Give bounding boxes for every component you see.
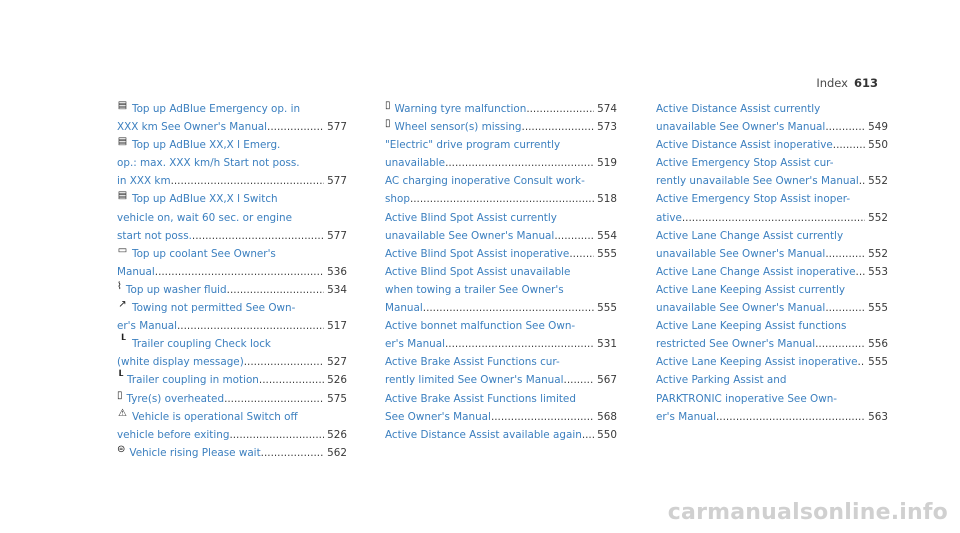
index-entry-text[interactable]: PARKTRONIC inoperative See Own-	[656, 392, 838, 405]
index-entry-text[interactable]: Trailer coupling Check lock	[132, 338, 271, 351]
index-entry-line	[117, 172, 347, 190]
index-entry-line	[117, 299, 347, 317]
index-entry-text[interactable]: Active Blind Spot Assist inoperative	[385, 247, 570, 260]
index-entry-text[interactable]: Active Lane Keeping Assist currently	[656, 283, 846, 296]
index-entry-text[interactable]: Vehicle rising Please wait	[129, 446, 261, 459]
index-entry-text[interactable]: Active Distance Assist currently	[656, 103, 821, 115]
index-entry[interactable]	[117, 444, 347, 462]
index-entry-text[interactable]: Top up AdBlue XX,X l Switch	[132, 193, 278, 206]
index-entry-text[interactable]: unavailable	[385, 157, 446, 170]
index-entry-text[interactable]: op.: max. XXX km/h Start not poss.	[117, 157, 300, 170]
index-entry-line	[385, 317, 617, 335]
index-entry[interactable]	[117, 371, 347, 389]
index-entry-line	[656, 353, 888, 371]
dot-leader	[526, 100, 594, 118]
index-entry-line	[656, 335, 888, 353]
index-entry-line	[117, 190, 347, 208]
index-entry-text[interactable]: Active Blind Spot Assist unavailable	[385, 265, 571, 278]
index-entry-text[interactable]: er's Manual	[656, 410, 716, 423]
dot-leader	[171, 172, 325, 190]
index-entry[interactable]	[656, 136, 888, 154]
index-entry-text[interactable]: Warning tyre malfunction	[394, 103, 527, 115]
index-page-ref[interactable]: 519	[597, 157, 617, 170]
index-entry-text[interactable]: XXX km See Owner's Manual	[117, 121, 268, 134]
index-entry[interactable]	[656, 100, 888, 136]
dot-leader	[192, 227, 324, 245]
dot-leader	[445, 335, 594, 353]
index-entry-line	[117, 118, 347, 136]
index-entry-line	[656, 154, 888, 172]
dot-leader	[259, 371, 324, 389]
index-entry-line	[385, 154, 617, 172]
index-entry[interactable]	[117, 190, 347, 244]
index-entry-line	[117, 353, 347, 371]
index-entry-line	[117, 281, 347, 299]
index-entry-text[interactable]: Manual	[385, 302, 423, 315]
index-entry-line	[117, 209, 347, 227]
index-entry-line	[385, 299, 617, 317]
dot-leader	[261, 444, 325, 462]
index-entry-text[interactable]: rently limited See Owner's Manual	[385, 374, 564, 387]
index-entry[interactable]	[385, 118, 617, 136]
index-entry-line	[656, 317, 888, 335]
index-page-ref[interactable]: 527	[327, 356, 347, 369]
index-entry-line	[117, 136, 347, 154]
index-entry[interactable]	[117, 245, 347, 281]
vehicle-level-icon: ⊜	[117, 443, 126, 455]
dot-leader	[582, 426, 594, 444]
index-entry-text[interactable]: when towing a trailer See Owner's	[385, 283, 564, 296]
index-entry-text[interactable]: vehicle on, wait 60 sec. or engine	[117, 211, 293, 224]
index-page-ref[interactable]: 517	[327, 320, 347, 333]
index-entry-text[interactable]: Active bonnet malfunction See Own-	[385, 320, 576, 333]
index-page-ref[interactable]: 526	[327, 374, 347, 387]
index-entry[interactable]	[117, 299, 347, 335]
dot-leader	[267, 118, 324, 136]
index-entry-line	[656, 408, 888, 426]
index-entry-text[interactable]: Active Brake Assist Functions limited	[385, 392, 576, 405]
index-entry-text[interactable]: AC charging inoperative Consult work-	[385, 175, 585, 188]
index-entry-line	[656, 245, 888, 263]
index-entry-text[interactable]: unavailable See Owner's Manual	[656, 121, 826, 134]
page-header	[816, 76, 878, 90]
index-page-ref[interactable]: 577	[327, 121, 347, 134]
dot-leader	[833, 136, 865, 154]
index-page-ref[interactable]: 577	[327, 229, 347, 242]
index-entry-line	[117, 227, 347, 245]
index-entry-line	[656, 263, 888, 281]
index-entry-text[interactable]: Active Lane Keeping Assist inoperative	[656, 356, 858, 369]
index-entry-line	[385, 227, 617, 245]
dot-leader	[177, 317, 324, 335]
index-entry-text[interactable]: Top up coolant See Owner's	[132, 247, 276, 260]
index-entry[interactable]	[656, 227, 888, 263]
trailer-coupling-icon: ┖	[117, 371, 124, 383]
index-page-ref[interactable]: 550	[868, 139, 888, 152]
index-entry-text[interactable]: rently unavailable See Owner's Manual	[656, 175, 859, 188]
index-entry[interactable]	[385, 390, 617, 426]
index-page-ref[interactable]: 555	[597, 302, 617, 315]
dot-leader	[410, 190, 594, 208]
index-entry-line	[656, 209, 888, 227]
index-entry-line	[385, 390, 617, 408]
index-entry-text[interactable]: Manual	[117, 265, 155, 278]
index-page-ref[interactable]: 536	[327, 265, 347, 278]
index-entry-text[interactable]: (white display message)	[117, 356, 244, 369]
index-entry[interactable]	[656, 263, 888, 281]
index-entry-line	[117, 245, 347, 263]
index-entry[interactable]	[117, 136, 347, 190]
index-column-3	[656, 100, 888, 426]
index-entry[interactable]	[117, 100, 347, 136]
index-entry-text[interactable]: vehicle before exiting	[117, 428, 230, 441]
dot-leader	[858, 353, 866, 371]
index-entry-line	[385, 263, 617, 281]
index-entry[interactable]	[385, 172, 617, 208]
index-entry[interactable]	[656, 154, 888, 190]
dot-leader	[554, 227, 594, 245]
index-page-ref[interactable]: 563	[868, 410, 888, 423]
index-page-ref[interactable]: 562	[327, 446, 347, 459]
index-entry-line	[656, 390, 888, 408]
index-page-ref[interactable]: 568	[597, 410, 617, 423]
index-entry-line	[117, 371, 347, 389]
index-entry-text[interactable]: Active Lane Keeping Assist functions	[656, 320, 847, 333]
index-page-ref[interactable]: 552	[868, 247, 888, 260]
index-entry[interactable]	[385, 245, 617, 263]
index-page-ref[interactable]: 555	[597, 247, 617, 260]
header-label: Index	[816, 76, 848, 90]
index-entry-text[interactable]: er's Manual	[117, 320, 177, 333]
index-entry-text[interactable]: Top up AdBlue XX,X l Emerg.	[132, 139, 281, 152]
dot-leader	[229, 426, 324, 444]
index-entry-text[interactable]: shop	[385, 193, 410, 206]
index-column-1	[117, 100, 347, 462]
watermark: carmanualsonline.info	[667, 500, 948, 525]
index-entry-line	[385, 118, 617, 136]
index-entry-line	[385, 209, 617, 227]
index-entry-text[interactable]: unavailable See Owner's Manual	[656, 302, 826, 315]
index-page-ref[interactable]: 577	[327, 175, 347, 188]
index-entry-line	[385, 335, 617, 353]
index-entry[interactable]	[385, 426, 617, 444]
dot-leader	[224, 390, 324, 408]
index-entry[interactable]	[385, 353, 617, 389]
index-entry-text[interactable]: Active Distance Assist inoperative	[656, 139, 833, 152]
index-entry[interactable]	[385, 263, 617, 317]
index-entry-text[interactable]: Active Lane Change Assist inoperative	[656, 265, 856, 278]
index-page-ref[interactable]: 526	[327, 428, 347, 441]
index-entry-line	[385, 353, 617, 371]
index-entry-line	[117, 444, 347, 462]
index-entry-line	[385, 281, 617, 299]
index-entry-line	[656, 227, 888, 245]
dot-leader	[569, 245, 594, 263]
dot-leader	[716, 408, 865, 426]
index-page-ref[interactable]: 550	[597, 428, 617, 441]
index-entry-text[interactable]: er's Manual	[385, 338, 445, 351]
dot-leader	[825, 118, 865, 136]
index-entry-text[interactable]: Active Emergency Stop Assist cur-	[656, 157, 834, 170]
dot-leader	[522, 118, 595, 136]
index-page-ref[interactable]: 555	[868, 356, 888, 369]
adblue-icon: ▤	[117, 190, 128, 202]
index-entry-line	[385, 136, 617, 154]
index-entry-line	[656, 172, 888, 190]
coolant-icon: ▭	[117, 244, 128, 256]
index-entry-text[interactable]: Vehicle is operational Switch off	[132, 410, 298, 423]
index-page-ref[interactable]: 554	[597, 229, 617, 242]
index-entry-line	[656, 136, 888, 154]
index-entry[interactable]	[117, 408, 347, 444]
index-entry-line	[656, 190, 888, 208]
index-entry[interactable]	[117, 281, 347, 299]
index-entry[interactable]	[385, 100, 617, 118]
dot-leader	[825, 245, 865, 263]
dot-leader	[564, 371, 595, 389]
index-entry-text[interactable]: Active Lane Change Assist currently	[656, 229, 844, 242]
index-entry[interactable]	[385, 317, 617, 353]
index-entry-line	[385, 172, 617, 190]
index-entry-line	[117, 100, 347, 118]
index-entry-text[interactable]: restricted See Owner's Manual	[656, 338, 816, 351]
index-entry-text[interactable]: Active Parking Assist and	[656, 374, 787, 387]
index-page-ref[interactable]: 555	[868, 302, 888, 315]
index-entry-text[interactable]: "Electric" drive program currently	[385, 139, 561, 152]
trailer-coupling-icon: ┖	[119, 335, 126, 347]
index-entry[interactable]	[656, 353, 888, 371]
index-entry-text[interactable]: Active Blind Spot Assist currently	[385, 211, 557, 224]
index-entry-line	[385, 371, 617, 389]
index-entry-line	[656, 371, 888, 389]
index-entry-text[interactable]: in XXX km	[117, 175, 171, 188]
index-entry-text[interactable]: ative	[656, 211, 682, 224]
index-page-ref[interactable]: 575	[327, 392, 347, 405]
adblue-icon: ▤	[117, 136, 128, 148]
page-number: 613	[853, 76, 878, 90]
index-entry-text[interactable]: Wheel sensor(s) missing	[394, 121, 522, 134]
index-entry-text[interactable]: start not poss.	[117, 229, 192, 242]
index-entry-line	[385, 190, 617, 208]
index-page-ref[interactable]: 552	[868, 211, 888, 224]
index-entry-text[interactable]: See Owner's Manual	[385, 410, 491, 423]
index-entry-text[interactable]: Top up AdBlue Emergency op. in	[132, 103, 301, 115]
dot-leader	[445, 154, 594, 172]
dot-leader	[825, 299, 865, 317]
index-entry-line	[117, 317, 347, 335]
index-entry-text[interactable]: Trailer coupling in motion	[127, 374, 259, 387]
index-page-ref[interactable]: 556	[868, 338, 888, 351]
index-entry[interactable]	[656, 281, 888, 317]
index-entry-line	[385, 426, 617, 444]
index-entry-text[interactable]: Active Brake Assist Functions cur-	[385, 356, 560, 369]
index-entry-line	[117, 426, 347, 444]
index-entry[interactable]	[656, 371, 888, 425]
index-entry-text[interactable]: Top up washer fluid	[125, 283, 227, 296]
index-entry[interactable]	[117, 335, 347, 371]
index-page-ref[interactable]: 574	[597, 103, 617, 115]
index-entry-line	[656, 299, 888, 317]
dot-leader	[491, 408, 594, 426]
adblue-icon: ▤	[117, 100, 128, 111]
index-entry-line	[117, 408, 347, 426]
tyre-icon: ▯	[117, 389, 123, 401]
index-entry-line	[656, 100, 888, 118]
index-entry-line	[117, 263, 347, 281]
index-page-ref[interactable]: 553	[868, 265, 888, 278]
dot-leader	[227, 281, 325, 299]
index-entry-line	[117, 390, 347, 408]
index-column-2	[385, 100, 617, 444]
index-entry-text[interactable]: Tyre(s) overheated	[126, 392, 225, 405]
warning-triangle-icon: ⚠	[118, 407, 127, 419]
index-page-ref[interactable]: 549	[868, 121, 888, 134]
index-entry[interactable]	[385, 136, 617, 172]
index-entry-text[interactable]: Active Emergency Stop Assist inoper-	[656, 193, 851, 206]
dot-leader	[244, 353, 324, 371]
index-page-ref[interactable]: 567	[597, 374, 617, 387]
index-page-ref[interactable]: 552	[868, 175, 888, 188]
index-entry[interactable]	[656, 317, 888, 353]
dot-leader	[815, 335, 865, 353]
index-entry[interactable]	[656, 190, 888, 226]
tyre-icon: ▯	[385, 118, 391, 130]
tyre-icon: ▯	[385, 100, 391, 111]
index-page-ref[interactable]: 518	[597, 193, 617, 206]
index-page-ref[interactable]: 534	[327, 283, 347, 296]
index-entry-line	[117, 335, 347, 353]
index-entry-line	[656, 281, 888, 299]
dot-leader	[423, 299, 594, 317]
washer-fluid-icon: ⌇	[117, 280, 122, 292]
index-entry-line	[385, 245, 617, 263]
index-entry-text[interactable]: unavailable See Owner's Manual	[656, 247, 826, 260]
index-entry[interactable]	[117, 390, 347, 408]
index-entry-text[interactable]: Towing not permitted See Own-	[132, 302, 296, 315]
dot-leader	[155, 263, 324, 281]
index-page-ref[interactable]: 573	[597, 121, 617, 134]
index-page-ref[interactable]: 531	[597, 338, 617, 351]
index-entry-text[interactable]: unavailable See Owner's Manual	[385, 229, 555, 242]
dot-leader	[856, 263, 866, 281]
index-entry[interactable]	[385, 209, 617, 245]
index-entry-line	[656, 118, 888, 136]
dot-leader	[682, 209, 865, 227]
index-entry-text[interactable]: Active Distance Assist available again	[385, 428, 582, 441]
index-entry-line	[117, 154, 347, 172]
trailer-tow-icon: ↗	[118, 299, 127, 311]
index-entry-line	[385, 408, 617, 426]
index-entry-line	[385, 100, 617, 118]
